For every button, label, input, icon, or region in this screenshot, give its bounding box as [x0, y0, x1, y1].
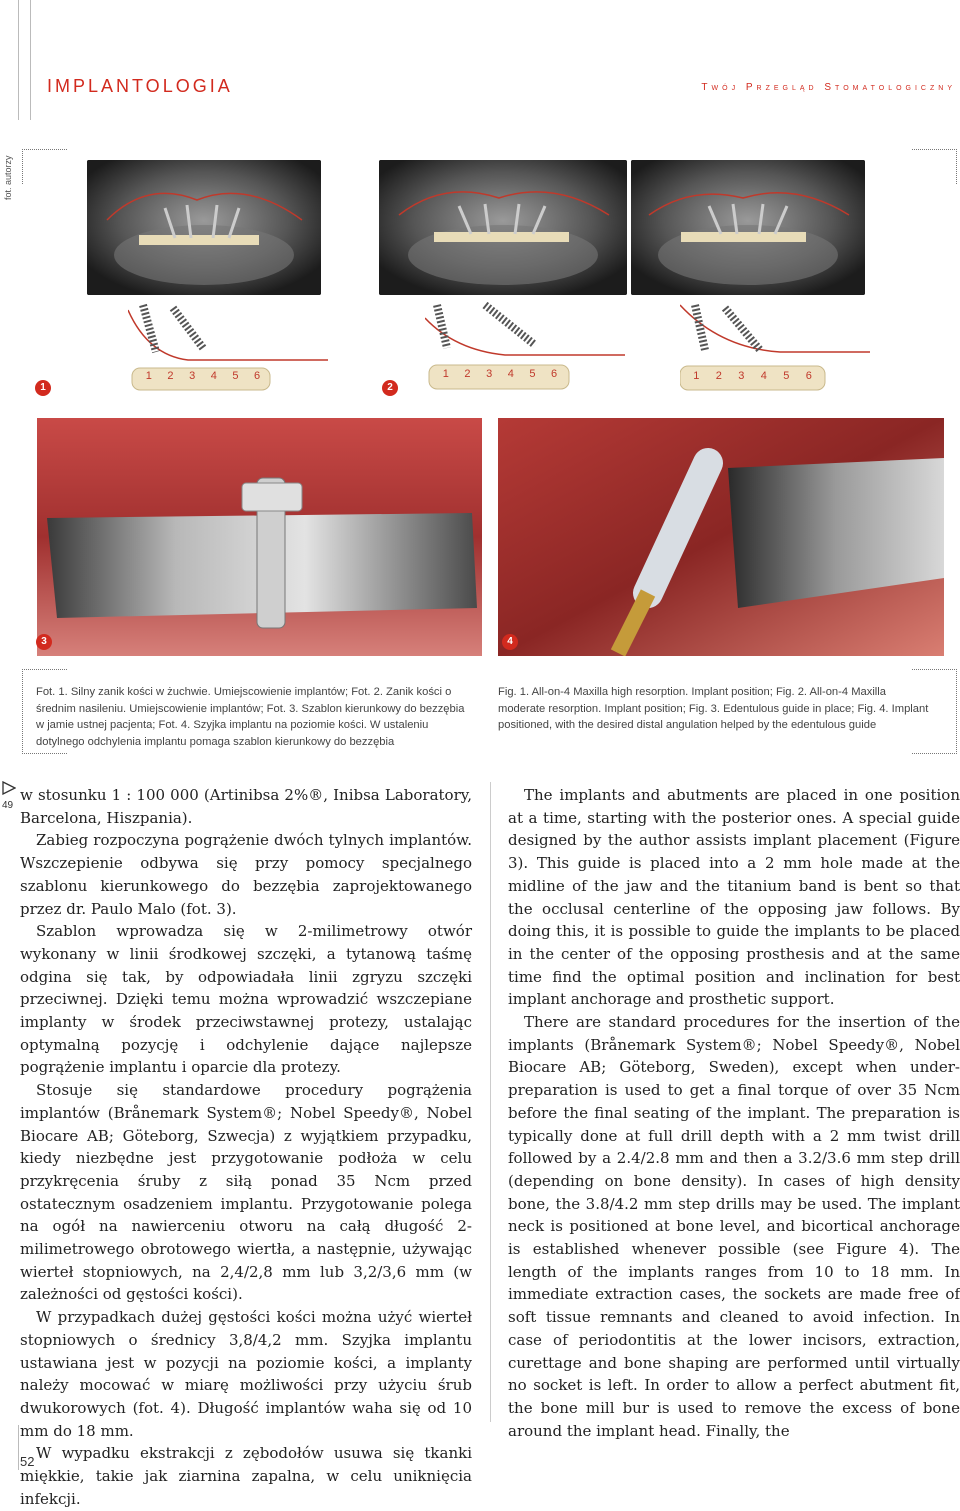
caption-frame-vline-left: [22, 669, 23, 754]
column-divider: [490, 782, 491, 1422]
figure-number-badge-1: 1: [35, 380, 51, 396]
tooth-number: 2: [167, 370, 174, 382]
implant-diagram-3: [680, 300, 870, 392]
caption-english: Fig. 1. All-on-4 Maxilla high resorption. Implant position; Fig. 2. All-on-4 Maxilla moderate resorption. Implant position; Fig. 3. Edentulous guide in place; Fig. 4. Implant positioned, with the desired distal angulation helped by the edentulous guide: [498, 686, 929, 731]
tooth-numbers-3: [685, 370, 820, 382]
caption-frame-line-right-bottom: [912, 753, 957, 754]
caption-frame-line-left: [22, 669, 67, 670]
tooth-number: 5: [232, 370, 239, 382]
paragraph: W wypadku ekstrakcji z zębodołów usuwa się tkanki miękkie, takie jak ziarnina zapalna, w celu uniknięcia infekcji.: [20, 1444, 472, 1508]
caption-polish: Fot. 1. Silny zanik kości w żuchwie. Umiejscowienie implantów; Fot. 2. Zanik kości o średnim nasileniu. Umiejscowienie implantów; Fot. 3. Szablon kierunkowy do bezzębia w jamie ustnej pacjenta; Fot. 4. Szyjka implantu na poziomie kości. W ustaleniu dotylnego odchylenia implantu pomaga szablon kierunkowy do bezzębia: [36, 686, 465, 748]
tooth-number: 5: [783, 370, 790, 382]
left-column-text: [20, 784, 472, 1511]
caption-frame-vline-right: [956, 669, 957, 754]
play-arrow-icon: [2, 781, 16, 795]
paragraph: Zabieg rozpoczyna pogrążenie dwóch tylnych implantów. Wszczepienie odbywa się przy pomocy specjalnego szablonu kierunkowego do bezzębia zaprojektowanego przez dr. Paulo Malo (fot. 3).: [20, 831, 472, 918]
panoramic-xray-figure-2: [379, 160, 627, 295]
section-title: IMPLANTOLOGIA: [47, 76, 233, 96]
right-column-text: [508, 784, 960, 1442]
tooth-number: 6: [551, 368, 558, 380]
tooth-number: 6: [805, 370, 812, 382]
xray-1-drawing: [87, 160, 321, 295]
photo-4-drawing: [498, 418, 944, 656]
implant-diagram-1: [128, 300, 328, 392]
photo-figure-4-implant-positioned: [498, 418, 944, 656]
page-number: 52: [20, 1454, 35, 1469]
tooth-number: 4: [760, 370, 767, 382]
frame-line-left: [22, 149, 23, 184]
magazine-title: Twój Przegląd Stomatologiczny: [701, 82, 956, 93]
implant-diagram-2: [425, 300, 625, 392]
figure-number-badge-2: 2: [382, 380, 398, 396]
panoramic-xray-figure-1: [87, 160, 321, 295]
tooth-numbers-1: [138, 370, 268, 382]
paragraph: The implants and abutments are placed in one position at a time, starting with the posterior ones. A special guide designed by the author assists implant placement (Figure 3). This guide is placed into a 2 mm hole made at the midline of the jaw and the titanium band is bent so that the occlusal centerline of the opposing jaw follows. By doing this, it is possible to guide the implants to be placed in the center of the opposing prosthesis and at the same time find the optimal position and inclination for best implant anchorage and prosthetic support.: [508, 786, 960, 1009]
xray-2-drawing: [379, 160, 627, 295]
tooth-number: 2: [715, 370, 722, 382]
paragraph: Szablon wprowadza się w 2-milimetrowy otwór wykonany w linii środkowej szczęki, a tytanową taśmę odgina się tak, by odpowiadała linii zgryzu szczęki przeciwnej. Dzięki temu można wprowadzić wszczepiane implanty w środek przeciwstawnej protezy, ustalając optymalną pozycję i odchylenie dające najlepsze pogrążenie implantu i oparcie dla protezy.: [20, 922, 472, 1077]
tooth-number: 6: [254, 370, 261, 382]
paragraph: Stosuje się standardowe procedury pogrążenia implantów (Brånemark System®; Nobel Speedy®, Nobel Biocare AB; Göteborg, Szwecja) z wyjątkiem przypadku, kiedy niezbędne jest przygotowanie podłoża w celu przykręcenia śruby z siłą ponad 35 Ncm przed ostatecznym osadzeniem implantu. Przygotowanie polega na ogół na nawierceniu otworu na całą długość 2-milimetrowego obrotowego wiertła, a następnie, używając wierteł stopniowych, na 2,4/2,8 mm lub 3,2/3,6 mm (w zależności od gęstości kości).: [20, 1081, 472, 1304]
photo-3-drawing: [37, 418, 482, 656]
tooth-number: 1: [145, 370, 152, 382]
tooth-number: 4: [507, 368, 514, 380]
panoramic-xray-figure-2b: [631, 160, 865, 295]
xray-3-drawing: [631, 160, 865, 295]
frame-line-top-right: [912, 149, 957, 150]
paragraph: W przypadkach dużej gęstości kości można użyć wierteł stopniowych o średnicy 3,8/4,2 mm. Szyjka implantu ustawiana jest w pozycji na poziomie kości, a implanty należy mocować w miarę możliwości przy użyciu śrub dwukorowych (fot. 4). Długość implantów waha się od 10 mm do 18 mm.: [20, 1308, 472, 1440]
tooth-number: 5: [529, 368, 536, 380]
figure-number-badge-3: 3: [36, 634, 52, 650]
tooth-number: 1: [442, 368, 449, 380]
photo-figure-3-guide-in-mouth: [37, 418, 482, 656]
header-divider-right: [30, 0, 31, 120]
figure-number-badge-4: 4: [502, 634, 518, 650]
paragraph: There are standard procedures for the insertion of the implants (Brånemark System®; Nobel Speedy®, Nobel Biocare AB; Göteborg, Sweden), except when under-preparation is used to get a final torque of over 35 Ncm before the final seating of the implant. The preparation is typically done at full drill depth with a 2 mm twist drill followed by a 2.4/2.8 mm and then a 3.2/3.6 mm step drill (depending on bone density). In cases of high density bone, the 3.8/4.2 mm step drills may be used. The implant neck is positioned at bone level, and bicortical anchorage is established whenever possible (see Figure 4). The length of the implants ranges from 10 to 18 mm. In immediate extraction cases, the sockets are made free of soft tissue remnants and cleaned to avoid infection. In case of periodontitis at the lower incisors, extraction, curettage and bone shaping are performed until virtually no socket is left. In order to allow a perfect abutment fit, the bone mill bur is used to remove the excess of bone around the implant head. Finally, the: [508, 1013, 960, 1440]
header-divider-left: [18, 0, 19, 120]
page-number-divider: [18, 1425, 19, 1470]
tooth-numbers-2: [435, 368, 565, 380]
tooth-number: 3: [189, 370, 196, 382]
frame-line-top-left: [22, 149, 67, 150]
side-reference-number: 49: [2, 800, 14, 811]
tooth-number: 1: [693, 370, 700, 382]
tooth-number: 2: [464, 368, 471, 380]
paragraph: w stosunku 1 : 100 000 (Artinibsa 2%®, Inibsa Laboratory, Barcelona, Hiszpania).: [20, 786, 472, 827]
tooth-number: 3: [486, 368, 493, 380]
tooth-number: 4: [210, 370, 217, 382]
tooth-number: 3: [738, 370, 745, 382]
caption-frame-line-left-bottom: [22, 753, 67, 754]
photo-credit: fot. autorzy: [3, 155, 13, 200]
frame-line-right: [956, 149, 957, 184]
caption-frame-line-right: [912, 669, 957, 670]
